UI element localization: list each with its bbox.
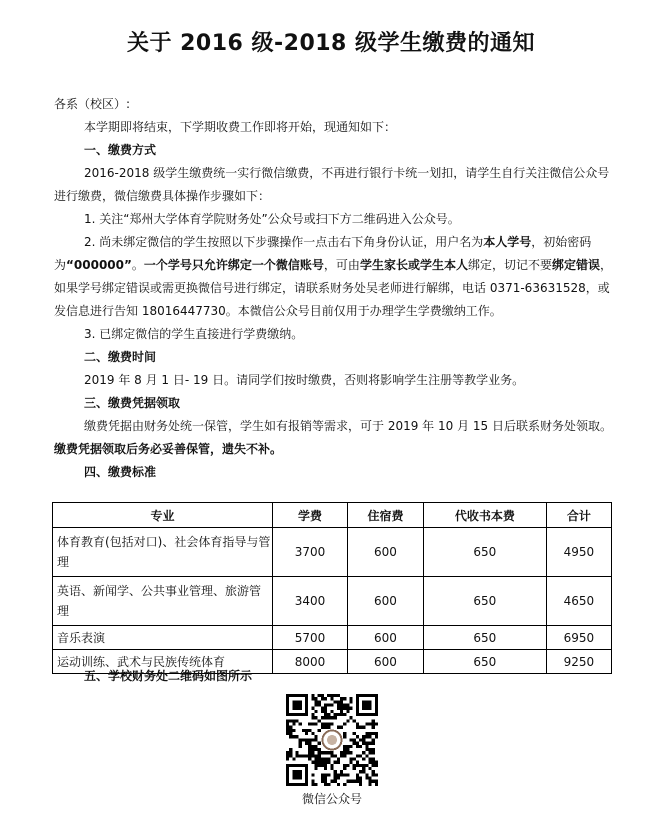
table-row — [53, 528, 612, 577]
tuition-cell: 5700 — [273, 626, 348, 650]
accommodation-cell: 600 — [348, 528, 424, 577]
step3: 3. 已绑定微信的学生直接进行学费缴纳。 — [84, 327, 304, 341]
total-cell: 9250 — [546, 650, 611, 674]
section2-heading: 二、缴费时间 — [84, 350, 157, 364]
accommodation-cell: 600 — [348, 626, 424, 650]
header-tuition: 学费 — [273, 503, 348, 528]
books-cell: 650 — [423, 626, 546, 650]
total-cell: 4950 — [546, 528, 611, 577]
header-books: 代收书本费 — [423, 503, 546, 528]
major-cell: 运动训练、武术与民族传统体育 — [53, 650, 273, 674]
header-major: 专业 — [53, 503, 273, 528]
section1-paragraph: 2016-2018 级学生缴费统一实行微信缴费，不再进行银行卡统一划扣，请学生自行关注微信公众号进行缴费，微信缴费具体操作步骤如下： — [54, 166, 610, 203]
header-total: 合计 — [546, 503, 611, 528]
major-cell: 体育教育(包括对口)、社会体育指导与管理 — [53, 528, 273, 577]
salutation: 各系（校区）: — [54, 97, 131, 111]
section3-paragraph: 缴费凭据由财务处统一保管，学生如有报销等需求，可于 2019 年 10 月 15 日后联系财务处领取。缴费凭据领取后务必妥善保管，遗失不补。 — [54, 419, 612, 456]
table-row — [53, 626, 612, 650]
major-cell: 英语、新闻学、公共事业管理、旅游管理 — [53, 577, 273, 626]
tuition-cell: 8000 — [273, 650, 348, 674]
fee-table-header — [53, 503, 612, 528]
section2-paragraph: 2019 年 8 月 1 日- 19 日。请同学们按时缴费，否则将影响学生注册等教学业务。 — [84, 373, 525, 387]
qr-code-image[interactable] — [286, 694, 378, 786]
header-accommodation: 住宿费 — [348, 503, 424, 528]
section5-heading: 五、学校财务处二维码如图所示 — [84, 669, 253, 683]
notice-body — [54, 93, 614, 484]
qr-caption: 微信公众号 — [301, 792, 362, 806]
books-cell: 650 — [423, 528, 546, 577]
tuition-cell: 3400 — [273, 577, 348, 626]
step2: 2. 尚未绑定微信的学生按照以下步骤操作一点击右下角身份认证，用户名为本人学号，初始密码为“000000”。一个学号只允许绑定一个微信账号，可由学生家长或学生本人绑定，切记不要绑定错误，如果学号绑定错误或需更换微信号进行绑定，请联系财务处吴老师进行解绑，电话 0371-63631528，或发信息进行告知 18016447730。本微信公众号目前仅用于办理学生学费缴纳工作。 — [54, 235, 612, 318]
section3-heading: 三、缴费凭据领取 — [84, 396, 181, 410]
intro-paragraph: 本学期即将结束，下学期收费工作即将开始，现通知如下： — [84, 120, 397, 134]
books-cell: 650 — [423, 577, 546, 626]
step1: 1. 关注“郑州大学体育学院财务处”公众号或扫下方二维码进入公众号。 — [84, 212, 460, 226]
tuition-cell: 3700 — [273, 528, 348, 577]
section1-heading: 一、缴费方式 — [84, 143, 157, 157]
accommodation-cell: 600 — [348, 650, 424, 674]
accommodation-cell: 600 — [348, 577, 424, 626]
major-cell: 音乐表演 — [53, 626, 273, 650]
fee-table — [52, 502, 612, 674]
total-cell: 4650 — [546, 577, 611, 626]
page-title: 关于 2016 级-2018 级学生缴费的通知 — [126, 31, 536, 56]
total-cell: 6950 — [546, 626, 611, 650]
books-cell: 650 — [423, 650, 546, 674]
section4-heading: 四、缴费标准 — [84, 465, 157, 479]
table-row — [53, 577, 612, 626]
